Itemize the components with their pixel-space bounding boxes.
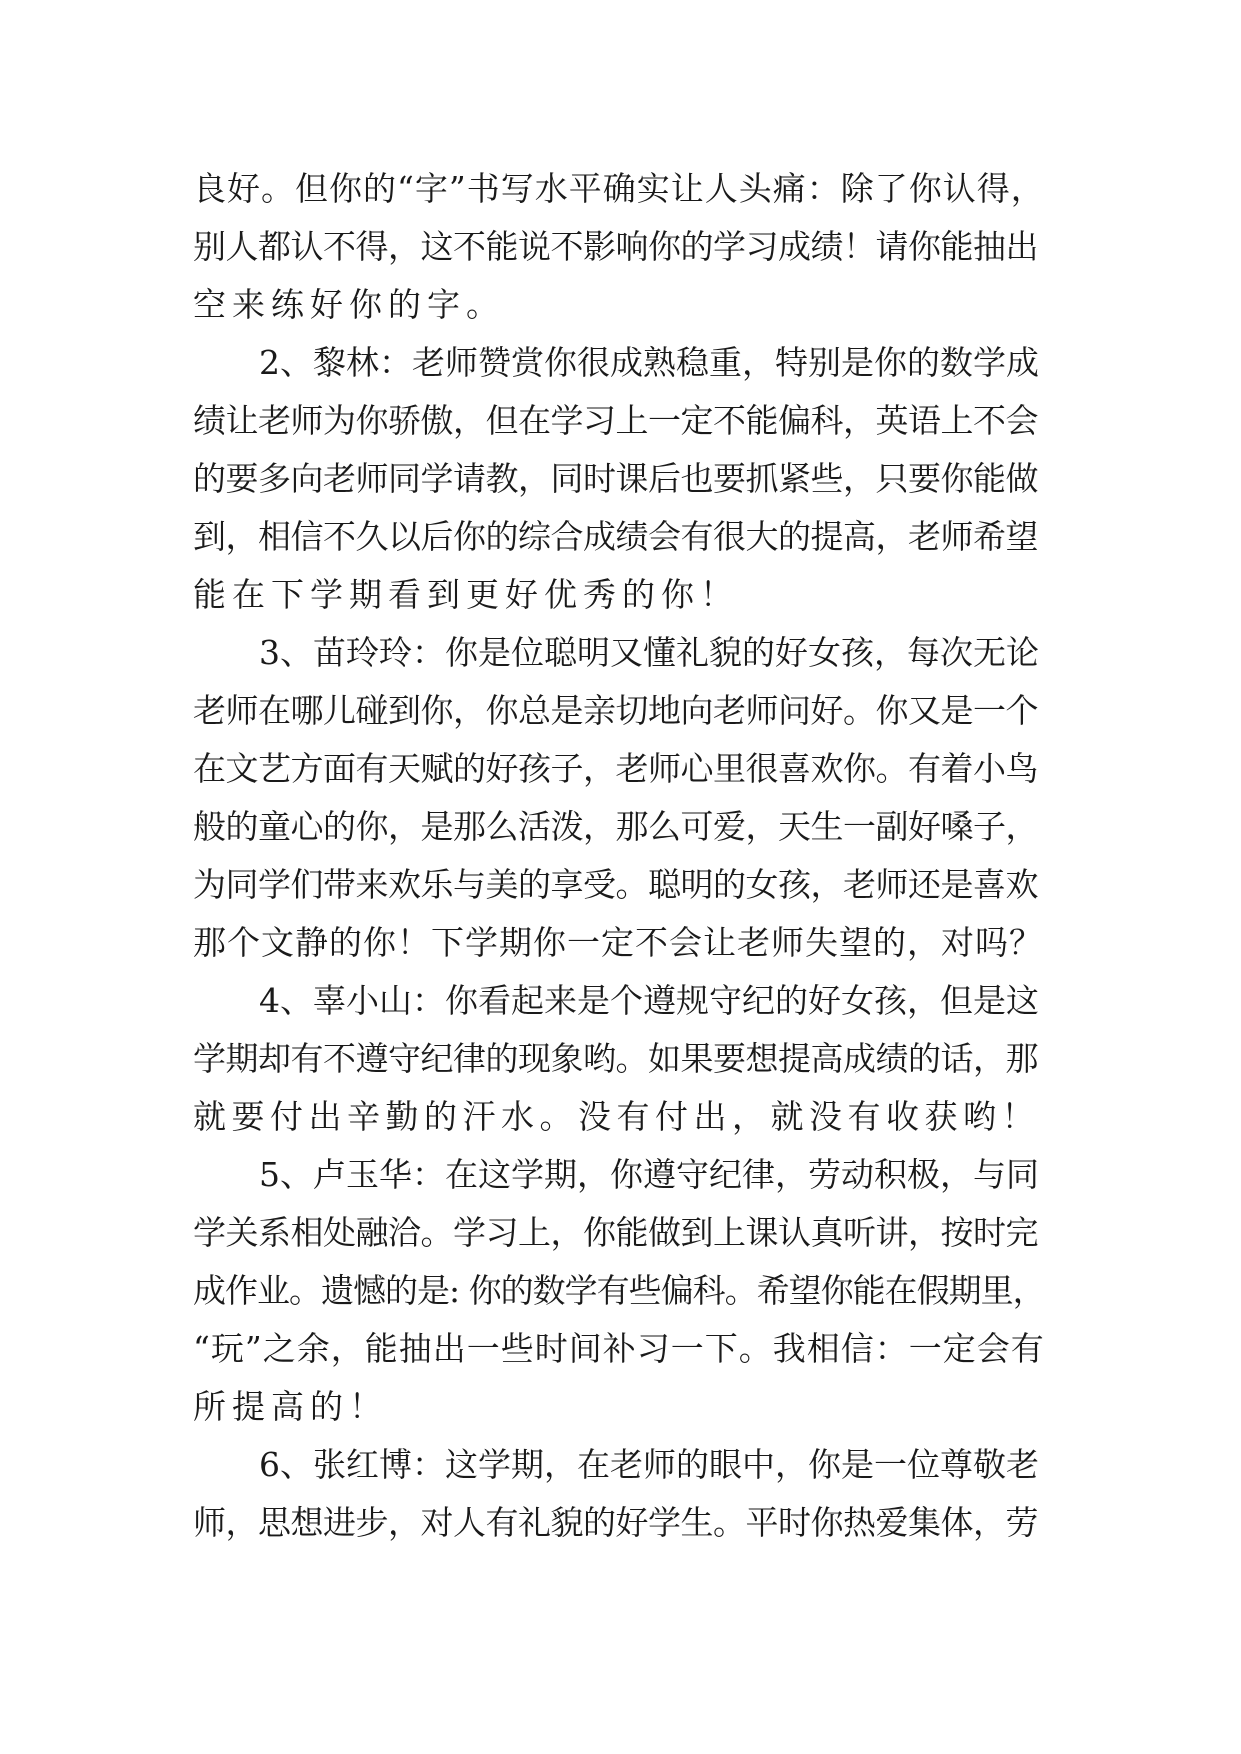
paragraph-comment-4 (193, 972, 1048, 1146)
text-line: 成作业。遗憾的是: 你的数学有些偏科。希望你能在假期里， (193, 1271, 1045, 1310)
text-line: 般的童心的你，是那么活泼，那么可爱，天生一副好嗓子， (193, 807, 1038, 846)
text-line: 绩让老师为你骄傲，但在学习上一定不能偏科，英语上不会 (193, 401, 1038, 440)
document-body (193, 160, 1048, 1552)
text-line: 那个文静的你！下学期你一定不会让老师失望的，对吗？ (193, 923, 1043, 962)
text-line: 4、辜小山：你看起来是个遵规守纪的好女孩，但是这 (259, 981, 1039, 1020)
text-line: 良好。但你的“字”书写水平确实让人头痛：除了你认得， (193, 169, 1045, 208)
text-line: 在文艺方面有天赋的好孩子，老师心里很喜欢你。有着小鸟 (193, 749, 1038, 788)
text-line: 所提高的！ (193, 1387, 388, 1426)
text-line: 学期却有不遵守纪律的现象哟。如果要想提高成绩的话，那 (193, 1039, 1038, 1078)
text-line: 能在下学期看到更好优秀的你！ (193, 575, 739, 614)
text-line: 的要多向老师同学请教，同时课后也要抓紧些，只要你能做 (193, 459, 1038, 498)
text-line: 3、苗玲玲：你是位聪明又懂礼貌的好女孩，每次无论 (259, 633, 1039, 672)
paragraph-continuation (193, 160, 1048, 334)
text-line: 学关系相处融洽。学习上，你能做到上课认真听讲，按时完 (193, 1213, 1038, 1252)
paragraph-comment-2 (193, 334, 1048, 624)
text-line: 6、张红博：这学期，在老师的眼中，你是一位尊敬老 (259, 1445, 1039, 1484)
text-line: 2、黎林：老师赞赏你很成熟稳重，特别是你的数学成 (259, 343, 1039, 382)
text-line: 为同学们带来欢乐与美的享受。聪明的女孩，老师还是喜欢 (193, 865, 1038, 904)
text-line: 师，思想进步，对人有礼貌的好学生。平时你热爱集体，劳 (193, 1503, 1038, 1542)
paragraph-comment-5 (193, 1146, 1048, 1436)
text-line: 就要付出辛勤的汗水。没有付出，就没有收获哟！ (193, 1097, 1040, 1136)
text-line: 空来练好你的字。 (193, 285, 505, 324)
text-line: 到，相信不久以后你的综合成绩会有很大的提高，老师希望 (193, 517, 1038, 556)
text-line: 5、卢玉华：在这学期，你遵守纪律，劳动积极，与同 (259, 1155, 1039, 1194)
text-line: 老师在哪儿碰到你，你总是亲切地向老师问好。你又是一个 (193, 691, 1038, 730)
text-line: “玩”之余，能抽出一些时间补习一下。我相信：一定会有 (193, 1329, 1045, 1368)
text-line: 别人都认不得，这不能说不影响你的学习成绩！请你能抽出 (193, 227, 1038, 266)
paragraph-comment-6 (193, 1436, 1048, 1552)
paragraph-comment-3 (193, 624, 1048, 972)
